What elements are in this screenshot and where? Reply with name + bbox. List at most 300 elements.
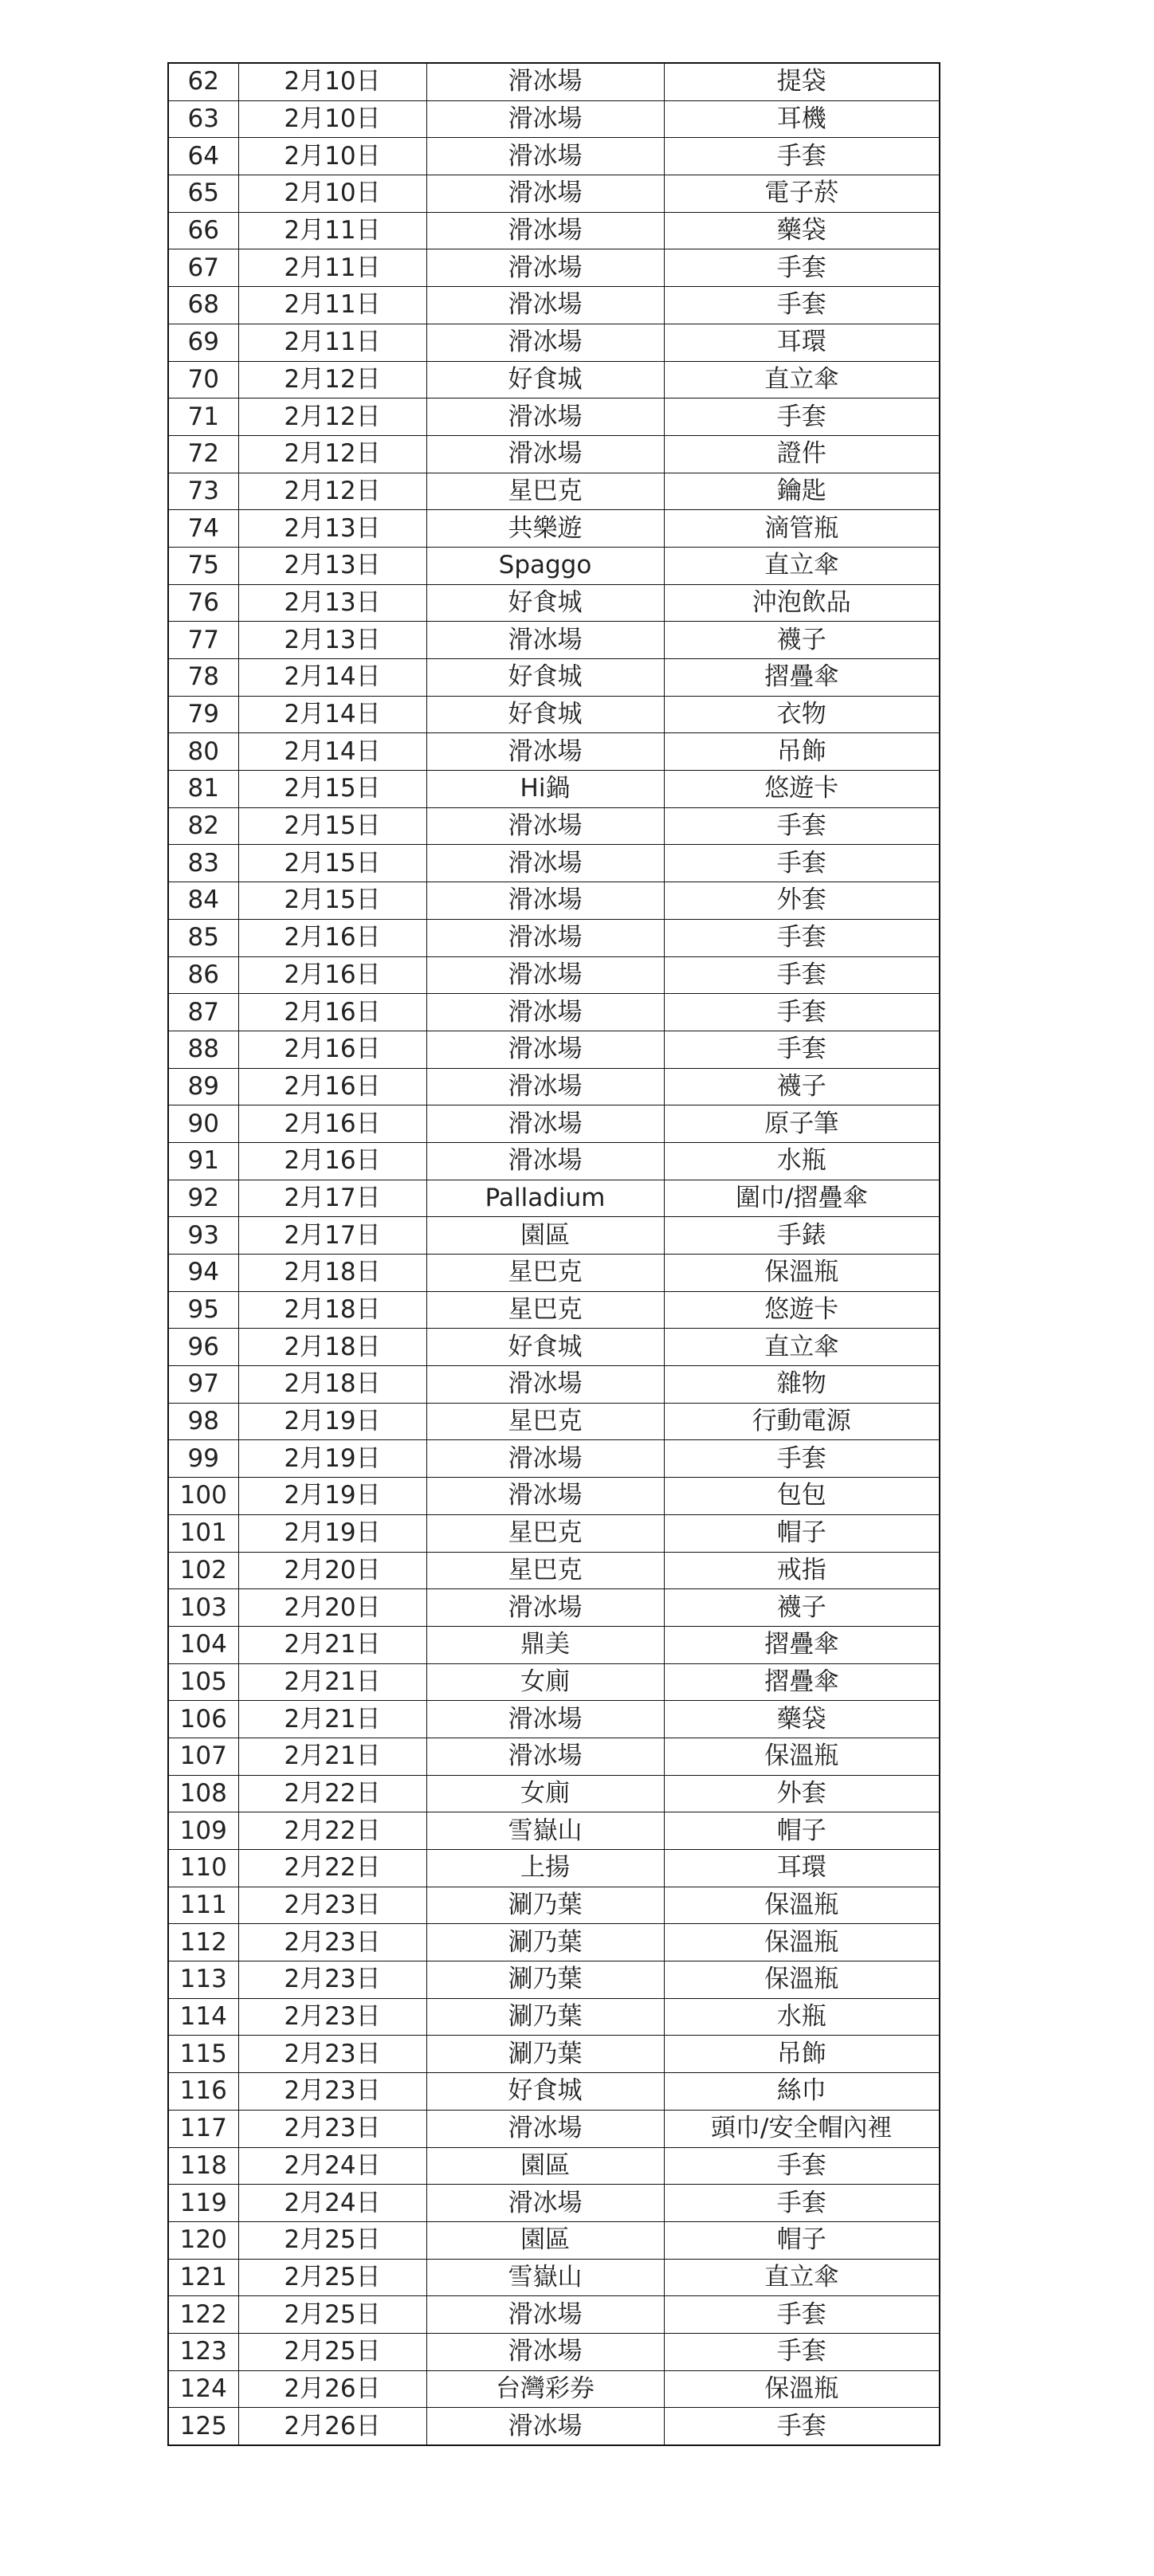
row-number-cell: 106 [168,1701,238,1738]
row-number-cell: 113 [168,1961,238,1999]
location-cell: 星巴克 [426,1255,664,1292]
row-number-cell: 114 [168,1998,238,2036]
table-row [168,1068,940,1105]
item-cell: 直立傘 [664,547,940,584]
location-cell: 滑冰場 [426,1478,664,1515]
date-cell: 2月16日 [238,956,426,994]
item-cell: 手套 [664,1440,940,1478]
item-cell: 圍巾/摺疊傘 [664,1180,940,1217]
item-cell: 摺疊傘 [664,659,940,697]
date-cell: 2月18日 [238,1255,426,1292]
row-number-cell: 73 [168,473,238,510]
location-cell: 涮乃葉 [426,1961,664,1999]
date-cell: 2月20日 [238,1589,426,1627]
location-cell: Spaggo [426,547,664,584]
item-cell: 外套 [664,1775,940,1812]
date-cell: 2月18日 [238,1366,426,1404]
row-number-cell: 87 [168,994,238,1031]
date-cell: 2月12日 [238,435,426,473]
table-row [168,1961,940,1999]
date-cell: 2月16日 [238,1142,426,1180]
table-row [168,1403,940,1440]
item-cell: 電子菸 [664,175,940,213]
date-cell: 2月18日 [238,1329,426,1366]
row-number-cell: 99 [168,1440,238,1478]
date-cell: 2月24日 [238,2185,426,2222]
date-cell: 2月16日 [238,1068,426,1105]
date-cell: 2月12日 [238,361,426,399]
table-row [168,2147,940,2185]
item-cell: 保溫瓶 [664,1255,940,1292]
table-row [168,2036,940,2073]
location-cell: 滑冰場 [426,1068,664,1105]
table-row [168,473,940,510]
table-row [168,1998,940,2036]
date-cell: 2月17日 [238,1217,426,1255]
location-cell: 好食城 [426,584,664,622]
row-number-cell: 92 [168,1180,238,1217]
location-cell: 台灣彩券 [426,2370,664,2408]
table-row [168,1850,940,1887]
item-cell: 直立傘 [664,2259,940,2296]
table-row [168,2408,940,2445]
location-cell: Hi鍋 [426,771,664,808]
date-cell: 2月23日 [238,1887,426,1924]
row-number-cell: 72 [168,435,238,473]
location-cell: 星巴克 [426,1403,664,1440]
table-row [168,1812,940,1850]
row-number-cell: 124 [168,2370,238,2408]
item-cell: 手套 [664,2296,940,2334]
date-cell: 2月26日 [238,2370,426,2408]
table-row [168,1775,940,1812]
item-cell: 耳環 [664,324,940,361]
location-cell: 女廁 [426,1663,664,1701]
location-cell: 滑冰場 [426,63,664,100]
date-cell: 2月11日 [238,249,426,287]
table-row [168,1180,940,1217]
date-cell: 2月12日 [238,399,426,436]
item-cell: 手套 [664,919,940,956]
date-cell: 2月22日 [238,1775,426,1812]
item-cell: 手套 [664,2408,940,2445]
item-cell: 包包 [664,1478,940,1515]
table-row [168,1514,940,1552]
location-cell: 園區 [426,1217,664,1255]
row-number-cell: 120 [168,2221,238,2259]
date-cell: 2月15日 [238,882,426,920]
row-number-cell: 102 [168,1552,238,1589]
date-cell: 2月13日 [238,584,426,622]
date-cell: 2月20日 [238,1552,426,1589]
table-row [168,175,940,213]
row-number-cell: 97 [168,1366,238,1404]
row-number-cell: 109 [168,1812,238,1850]
row-number-cell: 112 [168,1924,238,1961]
location-cell: 星巴克 [426,1514,664,1552]
item-cell: 手套 [664,2333,940,2370]
row-number-cell: 110 [168,1850,238,1887]
row-number-cell: 94 [168,1255,238,1292]
date-cell: 2月13日 [238,547,426,584]
row-number-cell: 98 [168,1403,238,1440]
location-cell: 滑冰場 [426,845,664,882]
row-number-cell: 66 [168,212,238,249]
item-cell: 帽子 [664,1812,940,1850]
table-row [168,547,940,584]
date-cell: 2月13日 [238,622,426,659]
row-number-cell: 103 [168,1589,238,1627]
row-number-cell: 125 [168,2408,238,2445]
item-cell: 摺疊傘 [664,1663,940,1701]
item-cell: 保溫瓶 [664,1738,940,1775]
row-number-cell: 84 [168,882,238,920]
date-cell: 2月14日 [238,696,426,733]
location-cell: 滑冰場 [426,1142,664,1180]
table-row [168,1366,940,1404]
location-cell: 滑冰場 [426,212,664,249]
location-cell: 好食城 [426,1329,664,1366]
date-cell: 2月10日 [238,63,426,100]
location-cell: 滑冰場 [426,175,664,213]
location-cell: 女廁 [426,1775,664,1812]
table-row [168,1887,940,1924]
table-row [168,1589,940,1627]
table-row [168,1142,940,1180]
item-cell: 原子筆 [664,1105,940,1143]
item-cell: 悠遊卡 [664,1291,940,1329]
table-row [168,584,940,622]
location-cell: 星巴克 [426,1291,664,1329]
date-cell: 2月19日 [238,1403,426,1440]
date-cell: 2月16日 [238,994,426,1031]
table-row [168,771,940,808]
row-number-cell: 90 [168,1105,238,1143]
location-cell: 滑冰場 [426,324,664,361]
table-row [168,882,940,920]
location-cell: 滑冰場 [426,1701,664,1738]
item-cell: 手套 [664,2185,940,2222]
row-number-cell: 104 [168,1626,238,1663]
row-number-cell: 62 [168,63,238,100]
item-cell: 外套 [664,882,940,920]
location-cell: 好食城 [426,659,664,697]
location-cell: 滑冰場 [426,1366,664,1404]
item-cell: 手套 [664,399,940,436]
item-cell: 襪子 [664,622,940,659]
item-cell: 藥袋 [664,1701,940,1738]
lost-items-table [167,62,940,2446]
item-cell: 吊飾 [664,2036,940,2073]
location-cell: 好食城 [426,2073,664,2111]
location-cell: 滑冰場 [426,1031,664,1068]
item-cell: 水瓶 [664,1142,940,1180]
item-cell: 悠遊卡 [664,771,940,808]
location-cell: Palladium [426,1180,664,1217]
date-cell: 2月15日 [238,771,426,808]
item-cell: 鑰匙 [664,473,940,510]
table-row [168,2259,940,2296]
item-cell: 衣物 [664,696,940,733]
date-cell: 2月25日 [238,2259,426,2296]
table-row [168,807,940,845]
location-cell: 涮乃葉 [426,1924,664,1961]
table-row [168,845,940,882]
row-number-cell: 83 [168,845,238,882]
row-number-cell: 85 [168,919,238,956]
item-cell: 手套 [664,2147,940,2185]
row-number-cell: 63 [168,100,238,138]
location-cell: 滑冰場 [426,435,664,473]
table-row [168,1031,940,1068]
date-cell: 2月13日 [238,510,426,548]
table-body [168,63,940,2445]
table-row [168,733,940,771]
row-number-cell: 93 [168,1217,238,1255]
row-number-cell: 117 [168,2110,238,2147]
location-cell: 上揚 [426,1850,664,1887]
table-row [168,2185,940,2222]
row-number-cell: 96 [168,1329,238,1366]
table-row [168,435,940,473]
item-cell: 頭巾/安全帽內裡 [664,2110,940,2147]
location-cell: 滑冰場 [426,1738,664,1775]
table-row [168,1329,940,1366]
date-cell: 2月10日 [238,100,426,138]
date-cell: 2月22日 [238,1812,426,1850]
date-cell: 2月19日 [238,1514,426,1552]
location-cell: 園區 [426,2147,664,2185]
table-row [168,249,940,287]
date-cell: 2月25日 [238,2333,426,2370]
location-cell: 好食城 [426,361,664,399]
table-row [168,212,940,249]
item-cell: 直立傘 [664,361,940,399]
row-number-cell: 118 [168,2147,238,2185]
item-cell: 耳環 [664,1850,940,1887]
item-cell: 手套 [664,287,940,324]
row-number-cell: 121 [168,2259,238,2296]
date-cell: 2月10日 [238,138,426,175]
location-cell: 涮乃葉 [426,2036,664,2073]
row-number-cell: 78 [168,659,238,697]
row-number-cell: 76 [168,584,238,622]
location-cell: 滑冰場 [426,100,664,138]
date-cell: 2月26日 [238,2408,426,2445]
table-row [168,1738,940,1775]
date-cell: 2月14日 [238,659,426,697]
table-row [168,1105,940,1143]
row-number-cell: 75 [168,547,238,584]
date-cell: 2月12日 [238,473,426,510]
item-cell: 沖泡飲品 [664,584,940,622]
item-cell: 行動電源 [664,1403,940,1440]
row-number-cell: 69 [168,324,238,361]
item-cell: 絲巾 [664,2073,940,2111]
table-row [168,2221,940,2259]
location-cell: 滑冰場 [426,994,664,1031]
item-cell: 手套 [664,249,940,287]
table-row [168,287,940,324]
location-cell: 園區 [426,2221,664,2259]
row-number-cell: 115 [168,2036,238,2073]
row-number-cell: 111 [168,1887,238,1924]
date-cell: 2月19日 [238,1478,426,1515]
row-number-cell: 74 [168,510,238,548]
location-cell: 滑冰場 [426,2110,664,2147]
location-cell: 星巴克 [426,1552,664,1589]
location-cell: 滑冰場 [426,2333,664,2370]
row-number-cell: 79 [168,696,238,733]
date-cell: 2月23日 [238,1961,426,1999]
row-number-cell: 77 [168,622,238,659]
date-cell: 2月23日 [238,2036,426,2073]
date-cell: 2月17日 [238,1180,426,1217]
table-row [168,2296,940,2334]
date-cell: 2月23日 [238,1998,426,2036]
date-cell: 2月21日 [238,1626,426,1663]
location-cell: 滑冰場 [426,1105,664,1143]
row-number-cell: 64 [168,138,238,175]
table-row [168,100,940,138]
date-cell: 2月18日 [238,1291,426,1329]
location-cell: 滑冰場 [426,2185,664,2222]
item-cell: 戒指 [664,1552,940,1589]
date-cell: 2月16日 [238,919,426,956]
table-row [168,324,940,361]
table-row [168,659,940,697]
row-number-cell: 95 [168,1291,238,1329]
location-cell: 滑冰場 [426,956,664,994]
item-cell: 耳機 [664,100,940,138]
row-number-cell: 101 [168,1514,238,1552]
date-cell: 2月15日 [238,845,426,882]
table-row [168,622,940,659]
table-row [168,1217,940,1255]
date-cell: 2月11日 [238,324,426,361]
table-row [168,1291,940,1329]
table-row [168,1924,940,1961]
location-cell: 涮乃葉 [426,1998,664,2036]
row-number-cell: 100 [168,1478,238,1515]
row-number-cell: 89 [168,1068,238,1105]
date-cell: 2月11日 [238,212,426,249]
date-cell: 2月16日 [238,1031,426,1068]
row-number-cell: 68 [168,287,238,324]
date-cell: 2月19日 [238,1440,426,1478]
item-cell: 保溫瓶 [664,1924,940,1961]
item-cell: 襪子 [664,1589,940,1627]
row-number-cell: 105 [168,1663,238,1701]
table-row [168,63,940,100]
table-row [168,1701,940,1738]
location-cell: 滑冰場 [426,138,664,175]
item-cell: 證件 [664,435,940,473]
table-row [168,696,940,733]
row-number-cell: 108 [168,1775,238,1812]
table-row [168,919,940,956]
date-cell: 2月10日 [238,175,426,213]
date-cell: 2月23日 [238,2073,426,2111]
item-cell: 手套 [664,138,940,175]
table-row [168,1440,940,1478]
row-number-cell: 67 [168,249,238,287]
location-cell: 星巴克 [426,473,664,510]
row-number-cell: 122 [168,2296,238,2334]
item-cell: 襪子 [664,1068,940,1105]
location-cell: 共樂遊 [426,510,664,548]
item-cell: 直立傘 [664,1329,940,1366]
date-cell: 2月23日 [238,2110,426,2147]
location-cell: 滑冰場 [426,733,664,771]
item-cell: 手錶 [664,1217,940,1255]
table-row [168,138,940,175]
row-number-cell: 116 [168,2073,238,2111]
location-cell: 滑冰場 [426,882,664,920]
item-cell: 帽子 [664,1514,940,1552]
table-row [168,2073,940,2111]
table-row [168,399,940,436]
location-cell: 滑冰場 [426,622,664,659]
item-cell: 手套 [664,994,940,1031]
date-cell: 2月25日 [238,2221,426,2259]
row-number-cell: 65 [168,175,238,213]
table-row [168,2333,940,2370]
location-cell: 滑冰場 [426,2408,664,2445]
date-cell: 2月24日 [238,2147,426,2185]
item-cell: 帽子 [664,2221,940,2259]
table-row [168,361,940,399]
row-number-cell: 107 [168,1738,238,1775]
table-row [168,2370,940,2408]
table-row [168,1255,940,1292]
row-number-cell: 119 [168,2185,238,2222]
location-cell: 滑冰場 [426,249,664,287]
date-cell: 2月25日 [238,2296,426,2334]
table-row [168,994,940,1031]
date-cell: 2月21日 [238,1701,426,1738]
table-row [168,1626,940,1663]
location-cell: 滑冰場 [426,2296,664,2334]
item-cell: 滴管瓶 [664,510,940,548]
item-cell: 摺疊傘 [664,1626,940,1663]
table-row [168,2110,940,2147]
item-cell: 水瓶 [664,1998,940,2036]
table-row [168,1552,940,1589]
row-number-cell: 81 [168,771,238,808]
location-cell: 涮乃葉 [426,1887,664,1924]
table-row [168,510,940,548]
location-cell: 滑冰場 [426,1440,664,1478]
date-cell: 2月11日 [238,287,426,324]
date-cell: 2月14日 [238,733,426,771]
item-cell: 保溫瓶 [664,1887,940,1924]
date-cell: 2月21日 [238,1738,426,1775]
item-cell: 吊飾 [664,733,940,771]
item-cell: 保溫瓶 [664,1961,940,1999]
row-number-cell: 86 [168,956,238,994]
item-cell: 手套 [664,956,940,994]
date-cell: 2月16日 [238,1105,426,1143]
item-cell: 藥袋 [664,212,940,249]
date-cell: 2月21日 [238,1663,426,1701]
table-row [168,956,940,994]
row-number-cell: 70 [168,361,238,399]
location-cell: 滑冰場 [426,399,664,436]
row-number-cell: 123 [168,2333,238,2370]
item-cell: 手套 [664,807,940,845]
item-cell: 保溫瓶 [664,2370,940,2408]
